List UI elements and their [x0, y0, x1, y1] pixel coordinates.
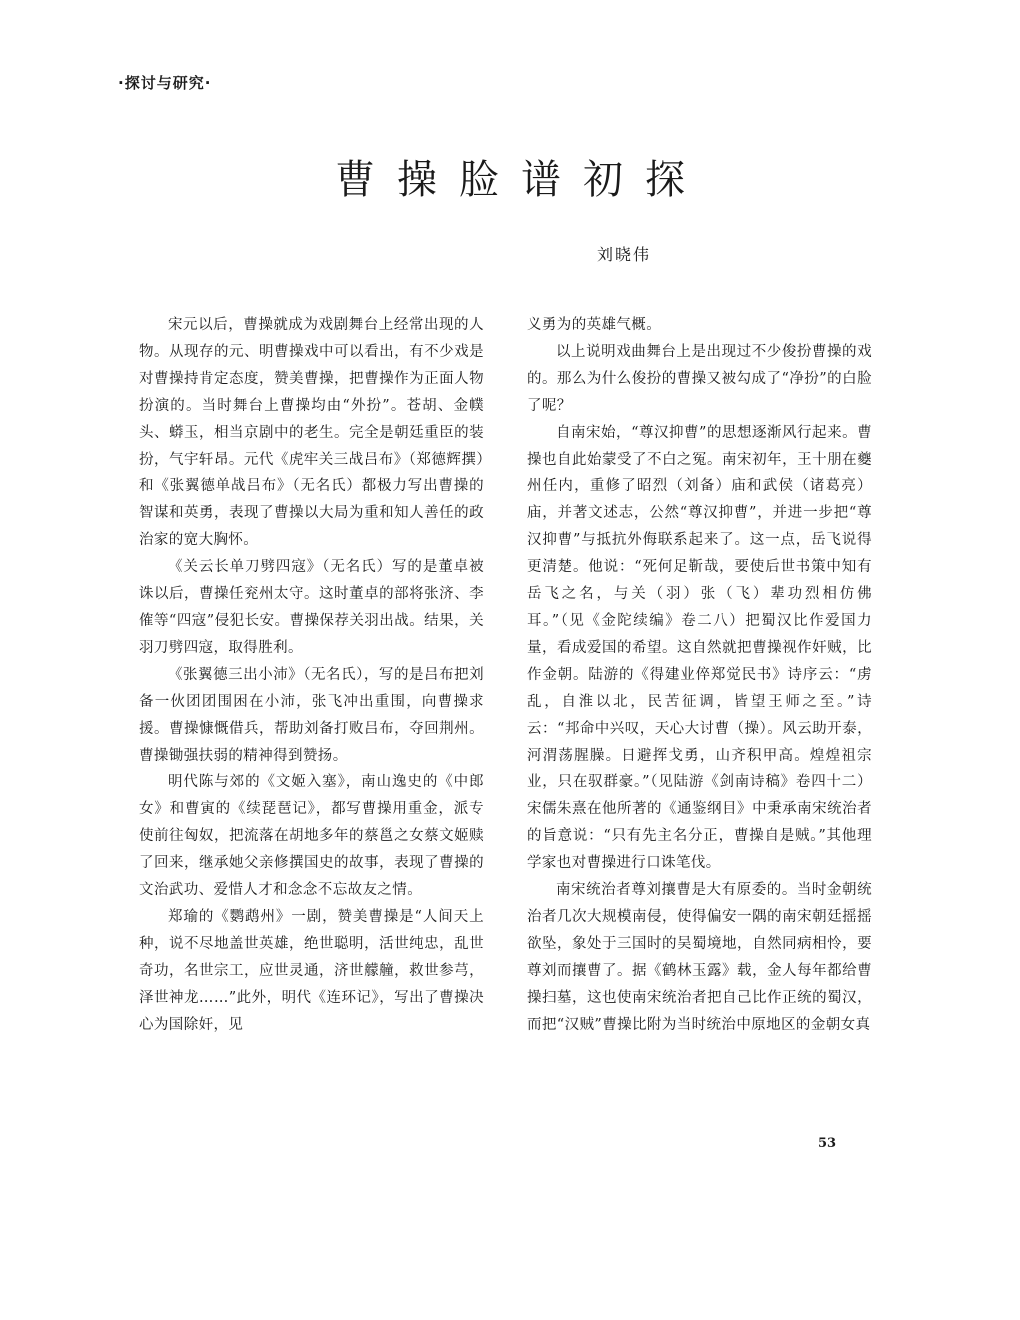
- article-title: 曹操脸谱初探: [335, 157, 707, 203]
- paragraph-continuation: 义勇为的英雄气概。: [527, 317, 662, 333]
- article-author: 刘晓伟: [597, 245, 652, 264]
- paragraph: 自南宋始，“尊汉抑曹”的思想逐渐风行起来。曹操也自此始蒙受了不白之冤。南宋初年，王十朋在夔州任内，重修了昭烈（刘备）庙和武侯（诸葛亮）庙，并著文述志，公然“尊汉抑曹”，并进一步把“尊汉抑曹”与抵抗外侮联系起来了。这一点，岳飞说得更清楚。他说：“死何足靳哉，要使后世书策中知有岳飞之名，与关（羽）张（飞）辈功烈相仿佛耳。”（见《金陀续编》卷二八）把蜀汉比作爱国力量，看成爱国的希望。这自然就把曹操视作奸贼，比作金朝。陆游的《得建业倅郑觉民书》诗序云：“虏乱，自淮以北，民苦征调，皆望王师之至。”诗云：“邦命中兴叹，天心大讨曹（操）。风云助开泰，河渭荡腥臊。日避挥戈勇，山齐积甲高。煌煌祖宗业，只在驭群豪。”（见陆游《剑南诗稿》卷四十二）宋儒朱熹在他所著的《通鉴纲目》中秉承南宋统治者的旨意说：“只有先主名分正，曹操自是贼。”其他理学家也对曹操进行口诛笔伐。: [527, 424, 872, 872]
- paragraph: 明代陈与郊的《文姬入塞》，南山逸史的《中郎女》和曹寅的《续琵琶记》，都写曹操用重金，派专使前往匈奴，把流落在胡地多年的蔡邕之女蔡文姬赎了回来，继承她父亲修撰国史的故事，表现了曹操的文治武功、爱惜人才和念念不忘故友之情。: [139, 774, 484, 899]
- right-column: [527, 312, 872, 1038]
- paragraph: 《关云长单刀劈四寇》（无名氏）写的是董卓被诛以后，曹操任兖州太守。这时董卓的部将张济、李傕等“四寇”侵犯长安。曹操保荐关羽出战。结果，关羽刀劈四寇，取得胜利。: [139, 559, 484, 656]
- paragraph: 以上说明戏曲舞台上是出现过不少俊扮曹操的戏的。那么为什么俊扮的曹操又被勾成了“净扮”的白脸了呢？: [527, 343, 872, 414]
- paragraph: 宋元以后，曹操就成为戏剧舞台上经常出现的人物。从现存的元、明曹操戏中可以看出，有不少戏是对曹操持肯定态度，赞美曹操，把曹操作为正面人物扮演的。当时舞台上曹操均由“外扮”。苍胡、金幞头、蟒玉，相当京剧中的老生。完全是朝廷重臣的装扮，气宇轩昂。元代《虎牢关三战吕布》（郑德辉撰）和《张翼德单战吕布》（无名氏）都极力写出曹操的智谋和英勇，表现了曹操以大局为重和知人善任的政治家的宽大胸怀。: [139, 317, 484, 549]
- section-tag: ·探讨与研究·: [118, 74, 212, 92]
- paragraph: 南宋统治者尊刘攘曹是大有原委的。当时金朝统治者几次大规模南侵，使得偏安一隅的南宋朝廷摇摇欲坠，象处于三国时的吴蜀境地，自然同病相怜，要尊刘而攘曹了。据《鹤林玉露》载，金人每年都给曹操扫墓，这也使南宋统治者把自己比作正统的蜀汉，而把“汉贼”曹操比附为当时统治中原地区的金朝女真: [527, 882, 872, 1033]
- paragraph: 《张翼德三出小沛》（无名氏），写的是吕布把刘备一伙团团围困在小沛，张飞冲出重围，向曹操求援。曹操慷慨借兵，帮助刘备打败吕布，夺回荆州。曹操锄强扶弱的精神得到赞扬。: [139, 666, 484, 764]
- paragraph: 郑瑜的《鹦鹉州》一剧，赞美曹操是“人间天上种，说不尽地盖世英雄，绝世聪明，活世纯忠，乱世奇功，名世宗工，应世灵通，济世艨艟，救世参芎，泽世神龙……”此外，明代《连环记》，写出了曹操决心为国除奸，见: [139, 908, 484, 1033]
- page-number: 53: [818, 1136, 837, 1151]
- left-column: [139, 312, 484, 1038]
